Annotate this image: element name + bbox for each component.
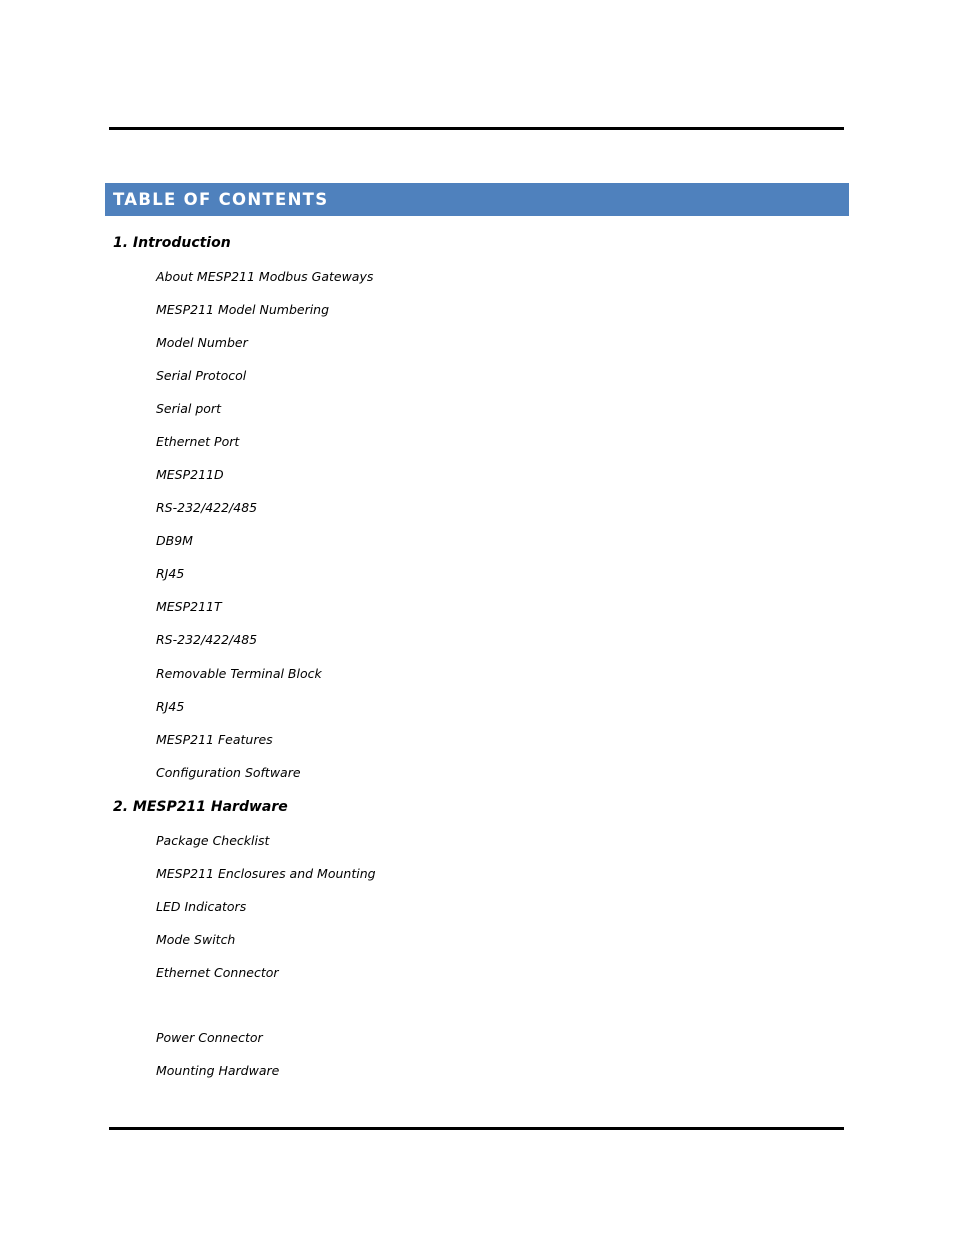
toc-entry[interactable]: Ethernet Port: [156, 434, 240, 449]
toc-entry[interactable]: MESP211 Enclosures and Mounting: [156, 866, 376, 881]
toc-section-heading[interactable]: 1. Introduction: [113, 235, 231, 251]
toc-entry[interactable]: Ethernet Connector: [156, 965, 279, 980]
toc-entry[interactable]: Serial Protocol: [156, 368, 247, 383]
toc-entry[interactable]: RS-232/422/485: [156, 500, 258, 515]
toc-entry[interactable]: DB9M: [156, 533, 193, 548]
toc-entry[interactable]: MESP211 Features: [156, 732, 273, 747]
toc-entry[interactable]: RJ45: [156, 566, 185, 581]
toc-entry[interactable]: Mode Switch: [156, 932, 236, 947]
toc-entry[interactable]: LED Indicators: [156, 899, 247, 914]
toc-entry[interactable]: Power Connector: [156, 1030, 263, 1045]
toc-section-heading[interactable]: 2. MESP211 Hardware: [113, 799, 288, 815]
toc-entry[interactable]: MESP211D: [156, 467, 224, 482]
toc-entry[interactable]: Serial port: [156, 401, 221, 416]
top-rule: [109, 127, 844, 130]
toc-entry[interactable]: Removable Terminal Block: [156, 666, 322, 681]
toc-entry[interactable]: MESP211 Model Numbering: [156, 302, 330, 317]
toc-entry[interactable]: RJ45: [156, 699, 185, 714]
toc-entry[interactable]: Package Checklist: [156, 833, 270, 848]
toc-title: TABLE OF CONTENTS: [105, 183, 849, 216]
toc-entry[interactable]: About MESP211 Modbus Gateways: [156, 269, 374, 284]
bottom-rule: [109, 1127, 844, 1130]
toc-entry[interactable]: Configuration Software: [156, 765, 301, 780]
toc-entry[interactable]: Model Number: [156, 335, 248, 350]
toc-entry[interactable]: Mounting Hardware: [156, 1063, 280, 1078]
toc-entry[interactable]: MESP211T: [156, 599, 222, 614]
toc-entry[interactable]: RS-232/422/485: [156, 632, 258, 647]
